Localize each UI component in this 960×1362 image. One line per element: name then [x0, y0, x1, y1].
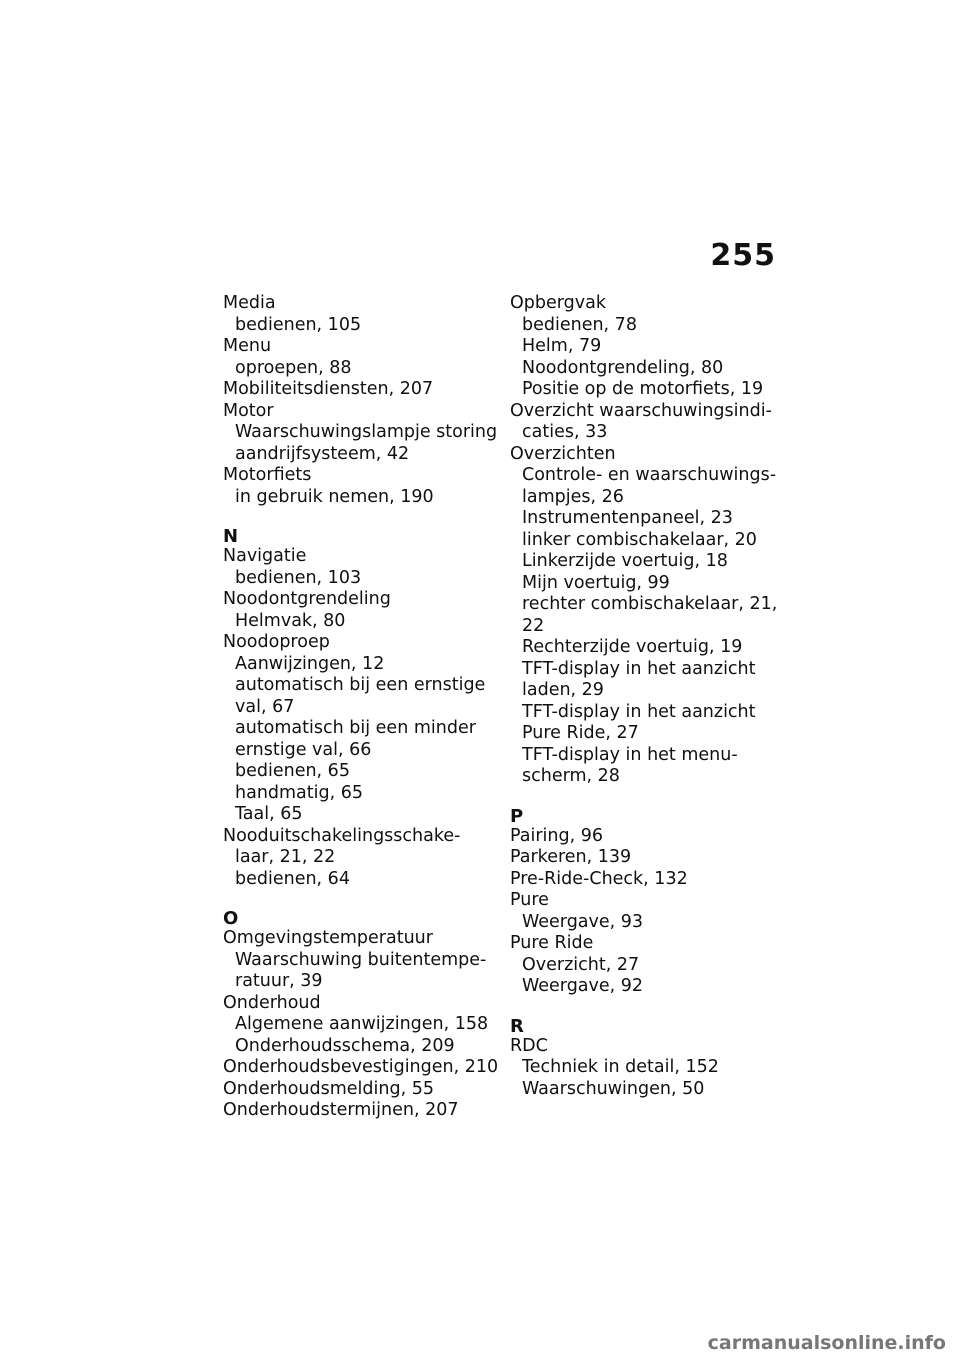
index-subentry: bedienen, 105 — [235, 314, 362, 335]
index-subentry: ratuur, 39 — [235, 971, 323, 991]
index-entry: Onderhoudsbevestigingen, 210 — [223, 1057, 499, 1077]
index-subentry: Weergave, 93 — [522, 911, 644, 932]
index-entry: Menu — [223, 336, 272, 356]
index-subentry: Pure Ride, 27 — [522, 723, 639, 743]
index-subentry: Aanwijzingen, 12 — [235, 653, 385, 674]
index-subentry: Overzicht, 27 — [522, 954, 640, 975]
index-entry: Opbergvak — [510, 293, 606, 313]
index-subentry: Instrumentenpaneel, 23 — [522, 508, 733, 528]
section-gap — [510, 788, 780, 800]
index-subentry: Waarschuwingslampje storing — [235, 422, 498, 442]
index-subentry: Rechterzijde voertuig, 19 — [522, 637, 743, 657]
index-subentry: oproepen, 88 — [235, 357, 352, 378]
section-gap — [223, 508, 493, 520]
index-entry: Overzichten — [510, 443, 616, 464]
index-subentry: automatisch bij een minder — [235, 718, 476, 738]
index-subentry: TFT-display in het aanzicht — [522, 658, 756, 679]
index-entry: Pairing, 96 — [510, 825, 604, 846]
index-entry: Mobiliteitsdiensten, 207 — [223, 379, 434, 399]
index-section-letter: R — [510, 1015, 524, 1037]
index-section-letter: N — [223, 526, 239, 547]
index-subentry: bedienen, 64 — [235, 868, 350, 889]
index-entry: Parkeren, 139 — [510, 847, 632, 867]
index-subentry: aandrijfsysteem, 42 — [235, 443, 410, 464]
index-subentry: Helmvak, 80 — [235, 610, 346, 631]
index-subentry: TFT-display in het aanzicht — [522, 701, 756, 722]
index-subentry: laden, 29 — [522, 680, 604, 700]
index-entry: Motorfiets — [223, 465, 312, 485]
index-entry: Pure — [510, 890, 549, 910]
index-subentry: scherm, 28 — [522, 766, 620, 786]
index-subentry: TFT-display in het menu- — [522, 744, 738, 765]
index-entry: RDC — [510, 1035, 548, 1056]
index-subentry: ernstige val, 66 — [235, 739, 372, 760]
index-column-left — [223, 293, 499, 1122]
index-subentry: linker combischakelaar, 20 — [522, 529, 757, 550]
index-subentry: val, 67 — [235, 696, 295, 717]
index-entry: Omgevingstemperatuur — [223, 928, 433, 948]
index-subentry: Mijn voertuig, 99 — [522, 572, 670, 593]
index-subentry: laar, 21, 22 — [235, 847, 336, 867]
index-entry: Navigatie — [223, 546, 307, 566]
index-entry: Onderhoud — [223, 992, 321, 1013]
index-subentry: Linkerzijde voertuig, 18 — [522, 551, 728, 571]
index-subentry: 22 — [522, 615, 545, 636]
index-subentry: Controle- en waarschuwings- — [522, 465, 777, 485]
index-entry: Nooduitschakelingsschake- — [223, 825, 461, 846]
index-section-letter: O — [223, 908, 239, 929]
section-gap — [510, 998, 780, 1010]
index-subentry: Taal, 65 — [235, 804, 303, 824]
index-subentry: automatisch bij een ernstige — [235, 675, 486, 695]
index-entry: Noodoproep — [223, 632, 330, 652]
index-column-right — [510, 293, 780, 1100]
index-entry: Motor — [223, 400, 274, 421]
index-entry: Onderhoudstermijnen, 207 — [223, 1100, 459, 1120]
page-number: 255 — [710, 238, 776, 273]
index-subentry: Algemene aanwijzingen, 158 — [235, 1014, 489, 1034]
index-entry: Overzicht waarschuwingsindi- — [510, 400, 772, 421]
index-subentry: bedienen, 78 — [522, 314, 637, 335]
index-subentry: Techniek in detail, 152 — [522, 1057, 719, 1077]
index-subentry: rechter combischakelaar, 21, — [522, 594, 778, 614]
index-section-letter: P — [510, 805, 524, 827]
index-entry: Pre-Ride-Check, 132 — [510, 868, 688, 889]
index-subentry: Noodontgrendeling, 80 — [522, 357, 724, 378]
index-subentry: handmatig, 65 — [235, 782, 364, 803]
index-subentry: Waarschuwing buitentempe- — [235, 949, 487, 970]
index-entry: Media — [223, 293, 276, 313]
index-subentry: bedienen, 65 — [235, 761, 350, 781]
index-subentry: in gebruik nemen, 190 — [235, 486, 434, 507]
index-subentry: Waarschuwingen, 50 — [522, 1078, 705, 1099]
index-subentry: caties, 33 — [522, 422, 608, 442]
index-subentry: Helm, 79 — [522, 336, 602, 356]
section-gap — [223, 890, 493, 902]
index-entry: Noodontgrendeling — [223, 589, 391, 609]
index-subentry: Onderhoudsschema, 209 — [235, 1035, 455, 1056]
index-entry: Pure Ride — [510, 933, 594, 953]
watermark: carmanualsonline.info — [707, 1332, 946, 1354]
index-subentry: Positie op de motorfiets, 19 — [522, 379, 764, 399]
index-subentry: bedienen, 103 — [235, 567, 362, 588]
index-subentry: lampjes, 26 — [522, 486, 624, 507]
index-entry: Onderhoudsmelding, 55 — [223, 1078, 434, 1099]
index-subentry: Weergave, 92 — [522, 976, 644, 996]
